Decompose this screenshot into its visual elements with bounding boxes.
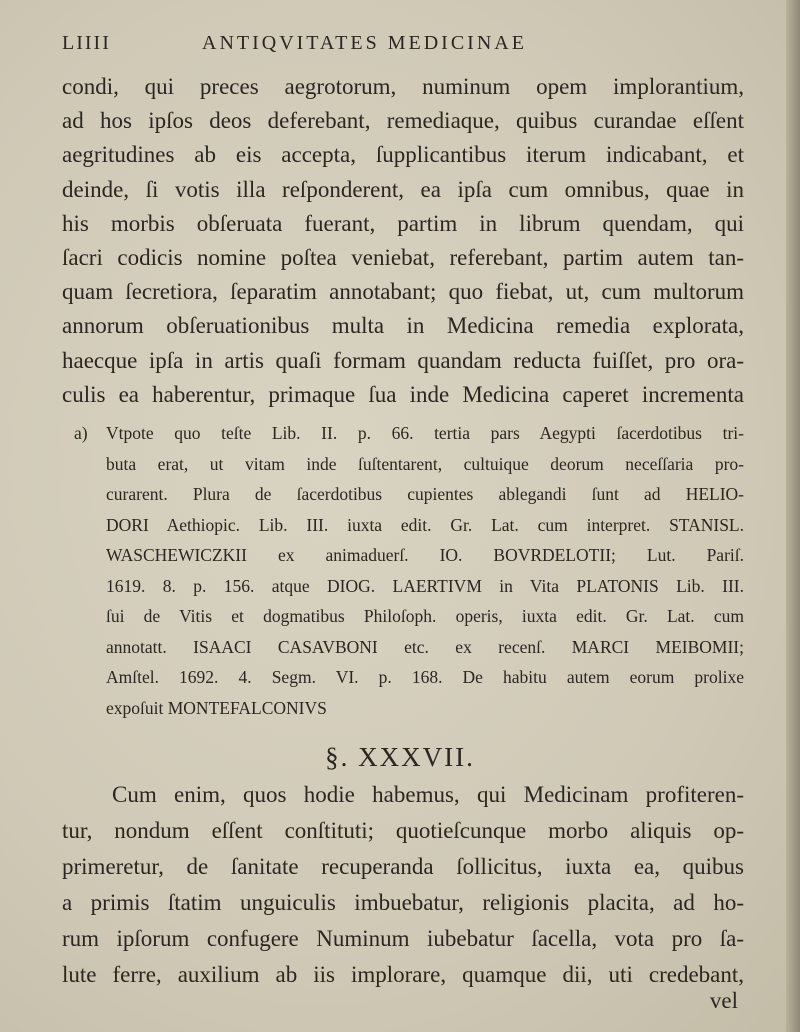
footnote [76, 418, 744, 723]
footnote-line: Vtpote quo teſte Lib. II. p. 66. tertia pars Aegypti ſacerdotibus tri- [106, 423, 744, 443]
main-paragraph [62, 70, 744, 412]
text-line: rum ipſorum confugere Numinum iubebatur ſacella, vota pro ſa- [62, 926, 744, 951]
section-heading: §. XXXVII. [325, 742, 475, 772]
footnote-line: annotatt. ISAACI CASAVBONI etc. ex recenſ. MARCI MEIBOMII; [106, 636, 744, 657]
footnote-line: expoſuit MONTEFALCONIVS [106, 697, 327, 718]
running-title: ANTIQVITATES MEDICINAE [202, 32, 527, 54]
footnote-marker: a) [74, 423, 88, 443]
footnote-line: ſui de Vitis et dogmatibus Philoſoph. operis, iuxta edit. Gr. Lat. cum [106, 606, 744, 626]
text-line: lute ferre, auxilium ab iis implorare, quamque dii, uti credebant, [62, 962, 744, 987]
text-line: quam ſecretiora, ſeparatim annotabant; quo fiebat, ut, cum multorum [62, 279, 744, 305]
text-line: ſacri codicis nomine poſtea veniebat, referebant, partim autem tan- [62, 245, 744, 271]
text-line: Cum enim, quos hodie habemus, qui Medicinam profiteren- [112, 782, 744, 807]
running-head [62, 32, 622, 62]
text-line: his morbis obſeruata fuerant, partim in librum quendam, qui [62, 210, 744, 236]
footnote-line: 1619. 8. p. 156. atque DIOG. LAERTIVM in Vita PLATONIS Lib. III. [106, 575, 744, 596]
text-line: annorum obſeruationibus multa in Medicina remedia explorata, [62, 313, 744, 339]
text-line: ad hos ipſos deos deferebant, remediaque, quibus curandae eſſent [62, 108, 744, 134]
text-line: deinde, ſi votis illa reſponderent, ea ipſa cum omnibus, quae in [62, 176, 744, 202]
footnote-line: buta erat, ut vitam inde ſuſtentarent, cultuique deorum neceſſaria pro- [106, 453, 744, 474]
text-line: aegritudines ab eis accepta, ſupplicantibus iterum indicabant, et [62, 142, 744, 168]
footnote-line: DORI Aethiopic. Lib. III. iuxta edit. Gr. Lat. cum interpret. STANISL. [106, 514, 744, 535]
page-number: LIIII [62, 32, 111, 54]
text-line: culis ea haberentur, primaque ſua inde Medicina caperet incrementa [62, 381, 744, 407]
text-line: a primis ſtatim unguiculis imbuebatur, religionis placita, ad ho- [62, 890, 744, 915]
text-line: tur, nondum eſſent conſtituti; quotieſcunque morbo aliquis op- [62, 818, 744, 843]
text-line: condi, qui preces aegrotorum, numinum opem implorantium, [62, 74, 744, 99]
footnote-line: curarent. Plura de ſacerdotibus cupientes ablegandi ſunt ad HELIO- [106, 484, 744, 504]
page-edge-shadow [786, 0, 800, 1032]
footnote-line: Amſtel. 1692. 4. Segm. VI. p. 168. De habitu autem eorum prolixe [106, 667, 744, 687]
section-paragraph [62, 777, 744, 993]
text-line: haecque ipſa in artis quaſi formam quandam reducta fuiſſet, pro ora- [62, 347, 744, 373]
text-line: primeretur, de ſanitate recuperanda ſollicitus, iuxta ea, quibus [62, 854, 744, 879]
footnote-line: WASCHEWICZKII ex animaduerſ. IO. BOVRDELOTII; Lut. Pariſ. [106, 545, 744, 565]
catchword: vel [709, 988, 738, 1013]
